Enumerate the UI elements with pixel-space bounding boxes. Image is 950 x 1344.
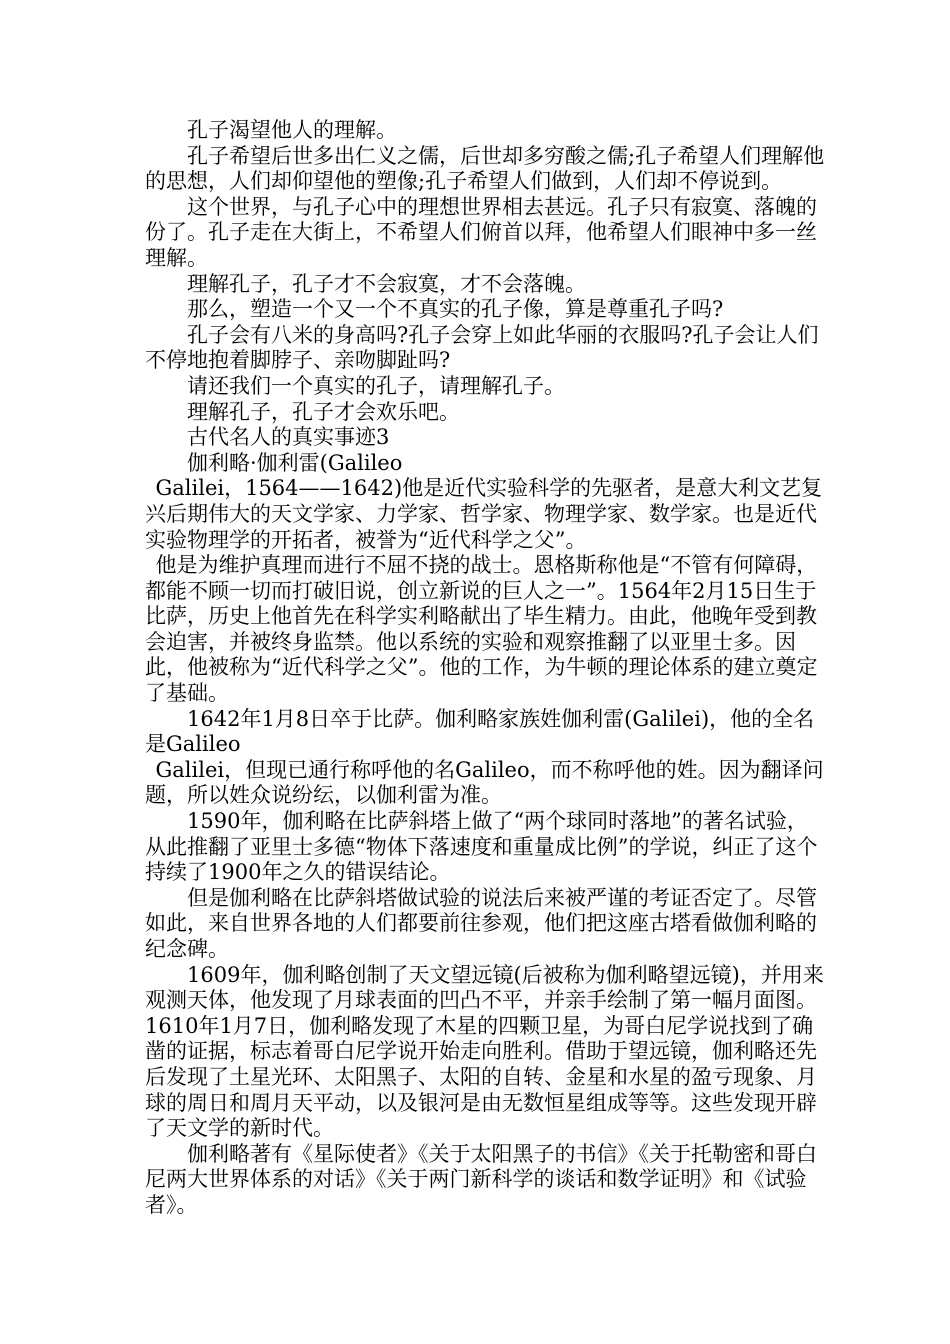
paragraph-6: 孔子会有八米的身高吗?孔子会穿上如此华丽的衣服吗?孔子会让人们不停地抱着脚脖子、亲吻脚趾吗? bbox=[145, 322, 819, 373]
paragraph-15: 1590年，伽利略在比萨斜塔上做了“两个球同时落地”的著名试验，从此推翻了亚里士多德“物体下落速度和重量成比例”的学说，纠正了这个持续了1900年之久的错误结论。 bbox=[145, 809, 818, 885]
paragraph-16: 但是伽利略在比萨斜塔做试验的说法后来被严谨的考证否定了。尽管如此，来自世界各地的人们都要前往参观，他们把这座古塔看做伽利略的纪念碑。 bbox=[145, 885, 817, 961]
paragraph-8: 理解孔子，孔子才会欢乐吧。 bbox=[187, 399, 460, 424]
paragraph-5: 那么，塑造一个又一个不真实的孔子像，算是尊重孔子吗? bbox=[187, 297, 724, 322]
paragraph-12: 他是为维护真理而进行不屈不挠的战士。恩格斯称他是“不管有何障碍，都能不顾一切而打破旧说，创立新说的巨人之一”。1564年2月15日生于比萨，历史上他首先在科学实利略献出了毕生精力。由此，他晚年受到教会迫害，并被终身监禁。他以系统的实验和观察推翻了以亚里士多。因此，他被称为“近代科学之父”。他的工作，为牛顿的理论体系的建立奠定了基础。 bbox=[145, 553, 818, 706]
paragraph-18: 伽利略著有《星际使者》《关于太阳黑子的书信》《关于托勒密和哥白尼两大世界体系的对话》《关于两门新科学的谈话和数学证明》和《试验者》。 bbox=[145, 1141, 817, 1217]
section-heading: 古代名人的真实事迹3 bbox=[187, 425, 390, 450]
paragraph-4: 理解孔子，孔子才不会寂寞，才不会落魄。 bbox=[187, 271, 586, 296]
paragraph-17: 1609年，伽利略创制了天文望远镜(后被称为伽利略望远镜)，并用来观测天体，他发现了月球表面的凹凸不平，并亲手绘制了第一幅月面图。1610年1月7日，伽利略发现了木星的四颗卫星，为哥白尼学说找到了确凿的证据，标志着哥白尼学说开始走向胜利。借助于望远镜，伽利略还先后发现了土星光环、太阳黑子、太阳的自转、金星和水星的盈亏现象、月球的周日和周月天平动，以及银河是由无数恒星组成等等。这些发现开辟了天文学的新时代。 bbox=[145, 962, 824, 1141]
paragraph-3: 这个世界，与孔子心中的理想世界相去甚远。孔子只有寂寞、落魄的份了。孔子走在大街上，不希望人们俯首以拜，他希望人们眼神中多一丝理解。 bbox=[145, 194, 817, 270]
paragraph-1: 孔子渴望他人的理解。 bbox=[187, 118, 397, 142]
paragraph-14: Galilei，但现已通行称呼他的名Galileo，而不称呼他的姓。因为翻译问题，所以姓众说纷纭，以伽利雷为准。 bbox=[145, 757, 824, 808]
paragraph-13: 1642年1月8日卒于比萨。伽利略家族姓伽利雷(Galilei)，他的全名是Galileo bbox=[145, 706, 815, 757]
paragraph-10: 伽利略·伽利雷(Galileo bbox=[187, 450, 403, 475]
paragraph-11: Galilei，1564——1642)他是近代实验科学的先驱者，是意大利文艺复兴后期伟大的天文学家、力学家、哲学家、物理学家、数学家。也是近代实验物理学的开拓者，被誉为“近代科学之父”。 bbox=[145, 476, 823, 552]
paragraph-2: 孔子希望后世多出仁义之儒，后世却多穷酸之儒;孔子希望人们理解他的思想，人们却仰望他的塑像;孔子希望人们做到，人们却不停说到。 bbox=[145, 143, 825, 194]
paragraph-7: 请还我们一个真实的孔子，请理解孔子。 bbox=[187, 373, 565, 398]
document-body bbox=[145, 118, 825, 1219]
